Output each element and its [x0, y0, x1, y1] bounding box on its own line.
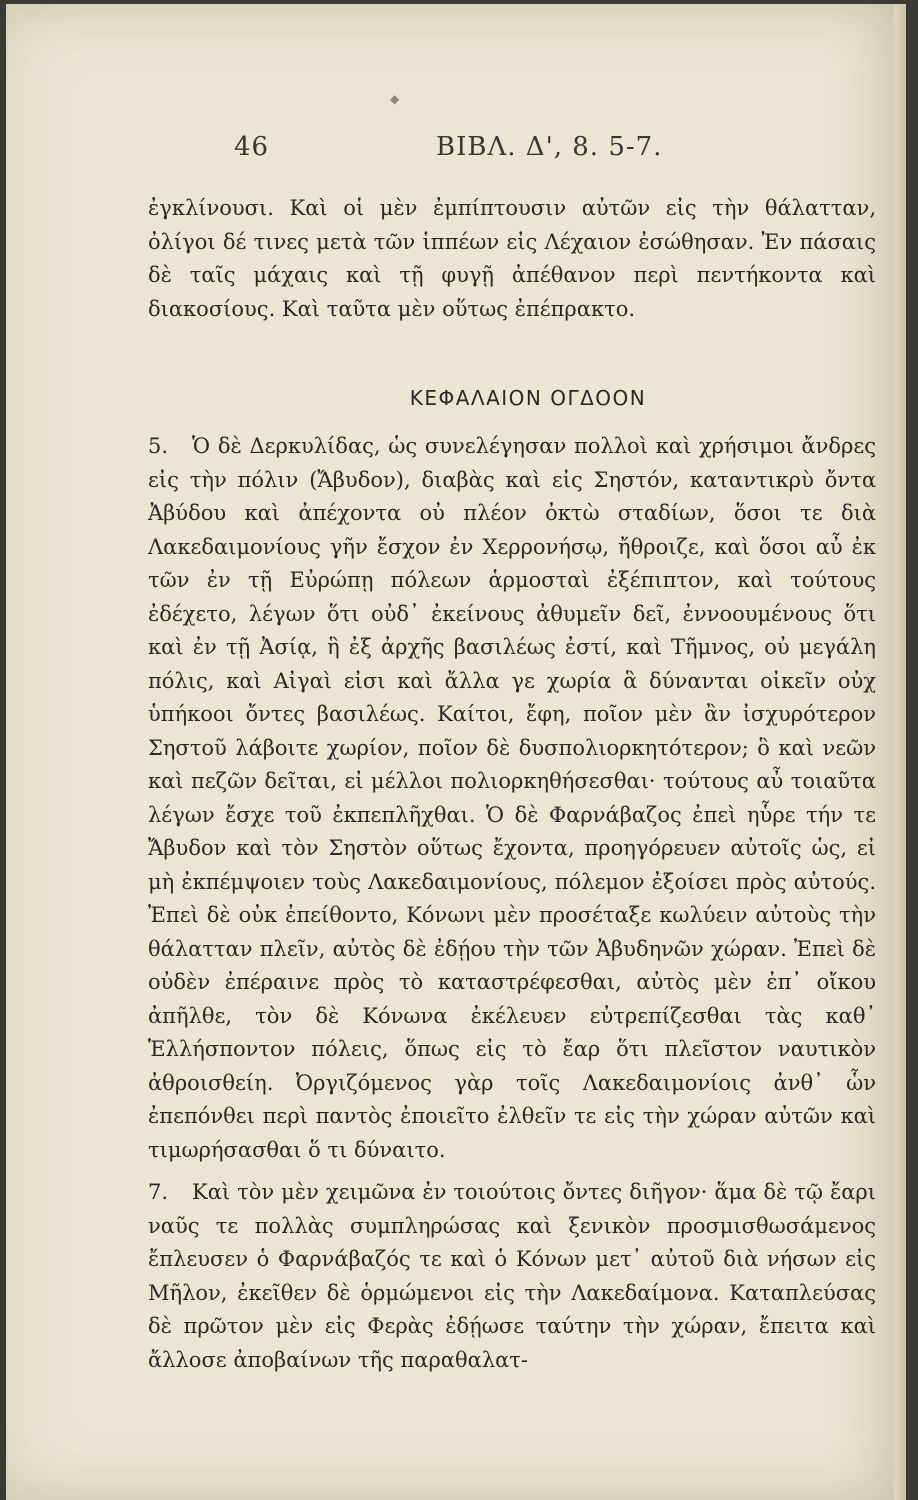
paragraph-section-7 [148, 1176, 876, 1377]
running-header [206, 132, 706, 172]
paragraph-opening: ἐγκλίνουσι. Καὶ οἱ μὲν ἐμπίπτουσιν αὐτῶν εἰς τὴν θάλατταν, ὀλίγοι δέ τινες μετὰ τῶν ἱππέων εἰς Λέχαιον ἐσώθησαν. Ἐν πάσαις δὲ ταῖς μάχαις καὶ τῇ φυγῇ ἀπέθανον περὶ πεντήκοντα καὶ διακοσίους. Καὶ ταῦτα μὲν οὕτως ἐπέπρακτο. [148, 196, 876, 321]
page-edge [894, 4, 906, 1500]
section-5-text: Ὁ δὲ Δερκυλίδας, ὡς συνελέγησαν πολλοὶ καὶ χρήσιμοι ἄνδρες εἰς τὴν πόλιν (Ἄβυδον), διαβὰς καὶ εἰς Σηστόν, καταντικρὺ ὄντα Ἀβύδου καὶ ἀπέχοντα οὐ πλέον ὀκτὼ σταδίων, ὅσοι τε διὰ Λακεδαιμονίους γῆν ἔσχον ἐν Χερρονήσῳ, ἤθροιζε, καὶ ὅσοι αὖ ἐκ τῶν ἐν τῇ Εὐρώπῃ πόλεων ἁρμοσταὶ ἐξέπιπτον, καὶ τούτους ἐδέχετο, λέγων ὅτι οὐδ᾽ ἐκείνους ἀθυμεῖν δεῖ, ἐννοουμένους ὅτι καὶ ἐν τῇ Ἀσίᾳ, ἣ ἐξ ἀρχῆς βασιλέως ἐστί, καὶ Τῆμνος, οὐ μεγάλη πόλις, καὶ Αἰγαὶ εἰσι καὶ ἄλλα γε χωρία ἃ δύνανται οἰκεῖν οὐχ ὑπήκοοι ὄντες βασιλέως. Καίτοι, ἔφη, ποῖον μὲν ἂν ἰσχυρότερον Σηστοῦ λάβοιτε χωρίον, ποῖον δὲ δυσπολιορκητότερον; ὃ καὶ νεῶν καὶ πεζῶν δεῖται, εἰ μέλλοι πολιορκηθήσεσθαι· τούτους αὖ τοιαῦτα λέγων ἔσχε τοῦ ἐκπεπλῆχθαι. Ὁ δὲ Φαρνάβαζος ἐπεὶ ηὗρε τήν τε Ἄβυδον καὶ τὸν Σηστὸν οὕτως ἔχοντα, προηγόρευεν αὐτοῖς ὡς, εἰ μὴ ἐκπέμψοιεν τοὺς Λακεδαιμονίους, πόλεμον ἐξοίσει πρὸς αὐτούς. Ἐπεὶ δὲ οὐκ ἐπείθοντο, Κόνωνι μὲν προσέταξε κωλύειν αὐτοὺς τὴν θάλατταν πλεῖν, αὐτὸς δὲ ἐδῄου τὴν τῶν Ἀβυδηνῶν χώραν. Ἐπεὶ δὲ οὐδὲν ἐπέραινε πρὸς τὸ καταστρέφεσθαι, αὐτὸς μὲν ἐπ᾽ οἴκου ἀπῆλθε, τὸν δὲ Κόνωνα ἐκέλευεν εὐτρεπίζεσθαι τὰς καθ᾽ Ἑλλήσποντον πόλεις, ὅπως εἰς τὸ ἔαρ ὅτι πλεῖστον ναυτικὸν ἀθροισθείη. Ὀργιζόμενος γὰρ τοῖς Λακεδαιμονίοις ἀνθ᾽ ὧν ἐπεπόνθει περὶ παντὸς ἐποιεῖτο ἐλθεῖν τε εἰς τὴν χώραν αὐτῶν καὶ τιμωρήσασθαι ὅ τι δύναιτο. [148, 434, 876, 1162]
book-page [6, 4, 906, 1500]
page-number: 46 [234, 132, 270, 162]
paragraph-section-5 [148, 430, 876, 1167]
section-number-7: 7. [148, 1180, 169, 1204]
paper-speck: ◆ [390, 92, 400, 106]
section-number-5: 5. [148, 434, 169, 458]
section-7-text: Καὶ τὸν μὲν χειμῶνα ἐν τοιούτοις ὄντες διῆγον· ἅμα δὲ τῷ ἔαρι ναῦς τε πολλὰς συμπληρώσας καὶ ξενικὸν προσμισθωσάμενος ἔπλευσεν ὁ Φαρνάβαζός τε καὶ ὁ Κόνων μετ᾽ αὐτοῦ διὰ νήσων εἰς Μῆλον, ἐκεῖθεν δὲ ὁρμώμενοι εἰς τὴν Λακεδαίμονα. Καταπλεύσας δὲ πρῶτον μὲν εἰς Φερὰς ἐδῄωσε ταύτην τὴν χώραν, ἔπειτα καὶ ἄλλοσε ἀποβαίνων τῆς παραθαλατ- [148, 1180, 876, 1372]
chapter-heading: ΚΕΦΑΛΑΙΟΝ ΟΓΔΟΟΝ [409, 386, 647, 410]
running-title: ΒΙΒΛ. Δ', 8. 5-7. [436, 132, 663, 162]
